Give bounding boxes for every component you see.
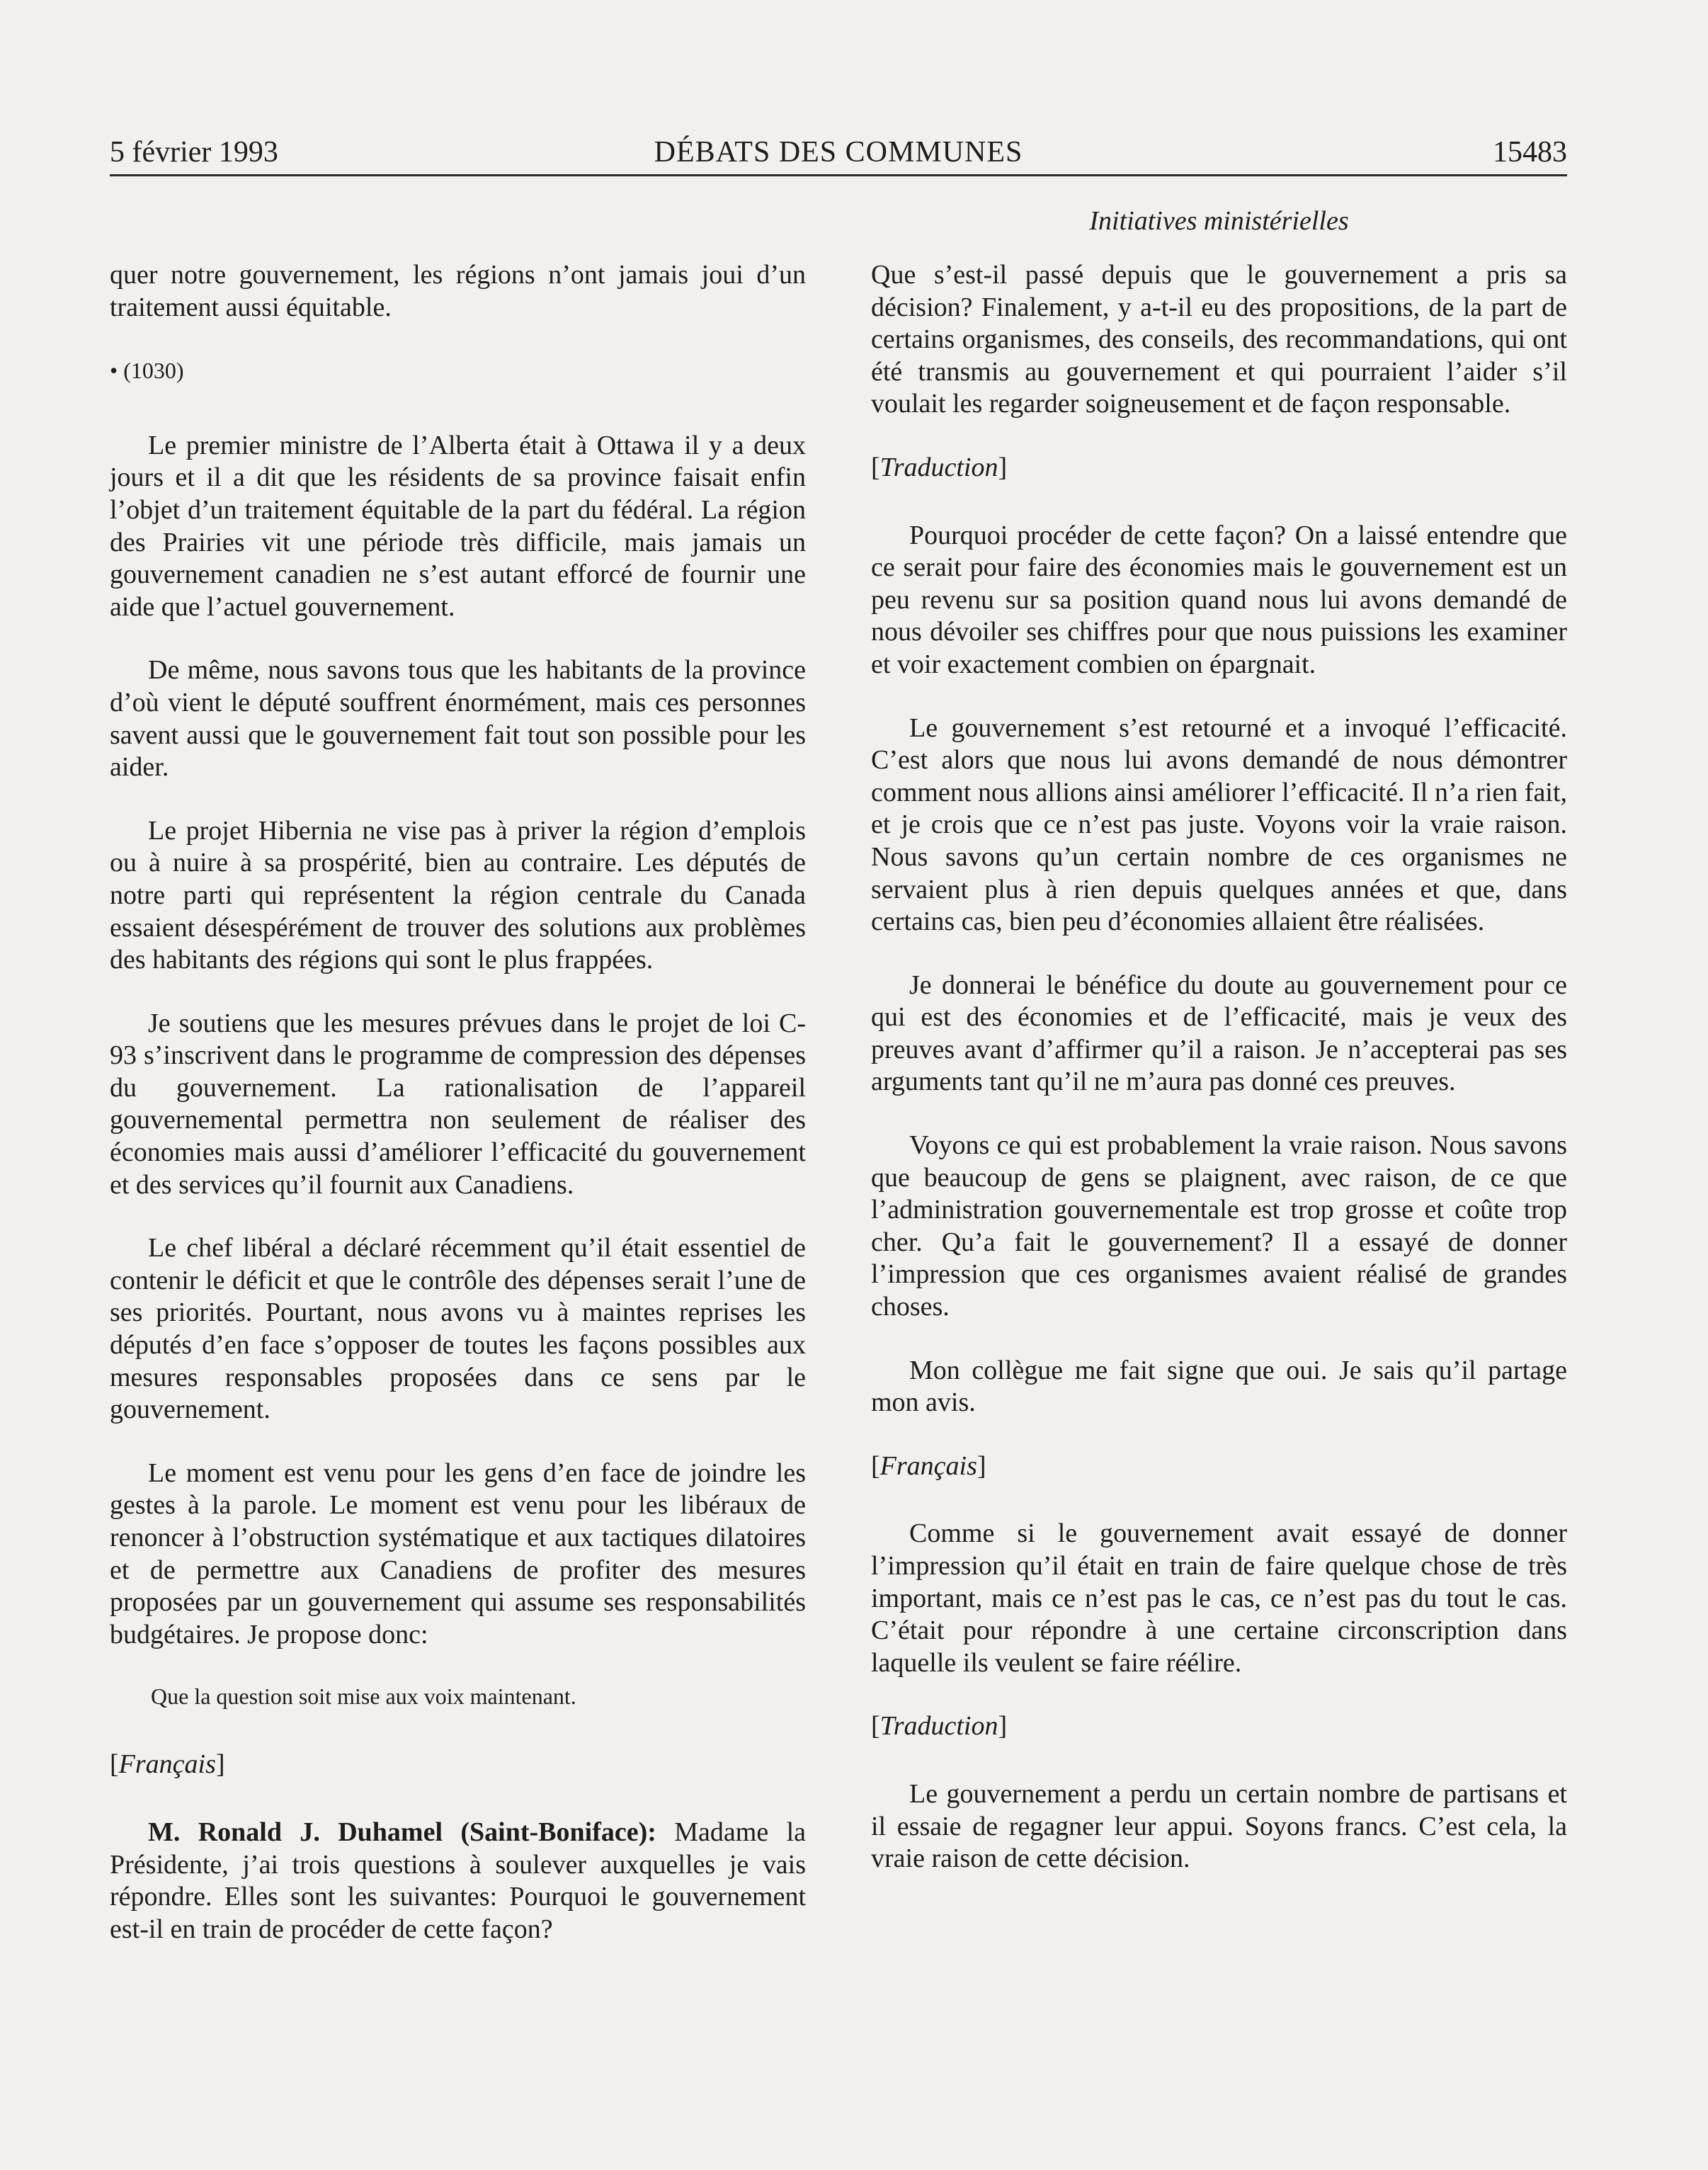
speech-paragraph bbox=[110, 1817, 806, 1945]
header-title: DÉBATS DES COMMUNES bbox=[654, 136, 1023, 169]
paragraph: Le premier ministre de l’Alberta était à Ottawa il y a deux jours et il a dit que les résidents de sa province faisait enfin l’objet d’un traitement équitable de la part du fédéral. La région des Prairies vit une période très difficile, mais jamais un gouvernement canadien ne s’est autant efforcé de fournir une aide que l’actuel gouvernement. bbox=[110, 430, 806, 622]
right-column bbox=[871, 259, 1567, 1907]
speech-text: Madame la Présidente, j’ai trois questions à soulever auxquelles je vais répondre. Elles sont les suivantes: Pourquoi le gouvernement est-il en train de procéder de cette façon? bbox=[110, 1817, 806, 1944]
paragraph: Le chef libéral a déclaré récemment qu’il était essentiel de contenir le déficit et que le contrôle des dépenses serait l’une de ses priorités. Pourtant, nous avons vu à maintes reprises les députés d’en face s’opposer de toutes les façons possibles aux mesures responsables proposées dans ce sens par le gouvernement. bbox=[110, 1233, 806, 1425]
language-label: [Français] bbox=[110, 1749, 225, 1780]
language-label: [Traduction] bbox=[871, 1711, 1008, 1742]
paragraph: Que s’est-il passé depuis que le gouvernement a pris sa décision? Finalement, y a-t-il eu des propositions, de la part de certains organismes, des conseils, des recommandations, qui ont été transmis au gouvernement et qui pourraient l’aider s’il voulait les regarder soigneusement et de façon responsable. bbox=[871, 260, 1567, 419]
paragraph: Voyons ce qui est probablement la vraie raison. Nous savons que beaucoup de gens se plaignent, avec raison, de ce que l’administration gouvernementale est trop grosse et coûte trop cher. Qu’a fait le gouvernement? Il a essayé de donner l’impression que ces organismes avaient réalisé de grandes choses. bbox=[871, 1130, 1567, 1322]
language-label: [Traduction] bbox=[871, 452, 1008, 482]
speaker-name: M. Ronald J. Duhamel (Saint-Boniface): bbox=[148, 1817, 656, 1847]
paragraph: quer notre gouvernement, les régions n’ont jamais joui d’un traitement aussi équitable. bbox=[110, 260, 806, 322]
paragraph: Le gouvernement s’est retourné et a invoqué l’efficacité. C’est alors que nous lui avons demandé de nous démontrer comment nous allions ainsi améliorer l’efficacité. Il n’a rien fait, et je crois que ce n’est pas juste. Voyons voir la vraie raison. Nous savons qu’un certain nombre de ces organismes ne servaient plus à rien depuis quelques années et que, dans certains cas, bien peu d’économies allaient être réalisées. bbox=[871, 712, 1567, 937]
paragraph: Le moment est venu pour les gens d’en face de joindre les gestes à la parole. Le moment est venu pour les libéraux de renoncer à l’obstruction systématique et aux tactiques dilatoires et de permettre aux Canadiens de profiter des mesures proposées par un gouvernement qui assume ses responsabilités budgétaires. Je propose donc: bbox=[110, 1458, 806, 1649]
section-label: Initiatives ministérielles bbox=[1089, 206, 1349, 236]
time-marker: • (1030) bbox=[110, 358, 184, 384]
header-page-number: 15483 bbox=[1493, 136, 1567, 169]
paragraph: Le gouvernement a perdu un certain nombre de partisans et il essaie de regagner leur appui. Soyons francs. C’est cela, la vraie raison de cette décision. bbox=[871, 1778, 1567, 1874]
left-column bbox=[110, 259, 806, 1977]
page-header bbox=[110, 136, 1567, 176]
header-date: 5 février 1993 bbox=[110, 136, 278, 169]
language-label: [Français] bbox=[871, 1450, 986, 1481]
paragraph: De même, nous savons tous que les habitants de la province d’où vient le député souffrent énormément, mais ces personnes savent aussi que le gouvernement fait tout son possible pour les aider. bbox=[110, 655, 806, 783]
paragraph: Le projet Hibernia ne vise pas à priver la région d’emplois ou à nuire à sa prospérité, bien au contraire. Les députés de notre parti qui représentent la région centrale du Canada essaient désespérément de trouver des solutions aux problèmes des habitants des régions qui sont le plus frappées. bbox=[110, 815, 806, 975]
paragraph: Comme si le gouvernement avait essayé de donner l’impression qu’il était en train de faire quelque chose de très important, mais ce n’est pas le cas, ce n’est pas du tout le cas. C’était pour répondre à une certaine circonscription dans laquelle ils veulent se faire réélire. bbox=[871, 1518, 1567, 1678]
paragraph: Je soutiens que les mesures prévues dans le projet de loi C-93 s’inscrivent dans le programme de compression des dépenses du gouvernement. La rationalisation de l’appareil gouvernemental permettra non seulement de réaliser des économies mais aussi d’améliorer l’efficacité du gouvernement et des services qu’il fournit aux Canadiens. bbox=[110, 1008, 806, 1200]
paragraph: Je donnerai le bénéfice du doute au gouvernement pour ce qui est des économies et de l’efficacité, mais je veux des preuves avant d’affirmer qu’il a raison. Je n’accepterai pas ses arguments tant qu’il ne m’aura pas donné ces preuves. bbox=[871, 970, 1567, 1097]
paragraph: Mon collègue me fait signe que oui. Je sais qu’il partage mon avis. bbox=[871, 1355, 1567, 1418]
motion-text: Que la question soit mise aux voix maintenant. bbox=[151, 1683, 576, 1710]
paragraph: Pourquoi procéder de cette façon? On a laissé entendre que ce serait pour faire des économies mais le gouvernement est un peu revenu sur sa position quand nous lui avons demandé de nous dévoiler ses chiffres pour que nous puissions les examiner et voir exactement combien on épargnait. bbox=[871, 520, 1567, 679]
